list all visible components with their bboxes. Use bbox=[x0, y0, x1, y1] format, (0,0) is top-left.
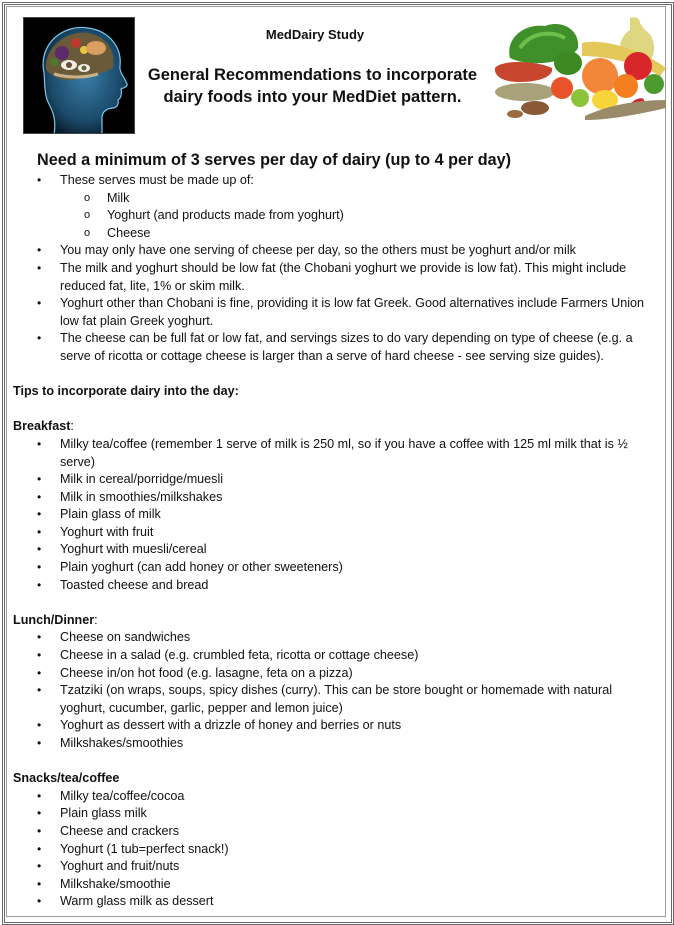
bullet-icon bbox=[37, 805, 47, 823]
list-item-text: Yoghurt (1 tub=perfect snack!) bbox=[60, 841, 229, 856]
list-item-text: Milkshake/smoothie bbox=[60, 876, 171, 891]
section-colon: : bbox=[94, 612, 98, 627]
list-item-text: Milk in cereal/porridge/muesli bbox=[60, 472, 224, 487]
list-item bbox=[13, 295, 663, 330]
list-item bbox=[13, 489, 663, 507]
list-item bbox=[13, 665, 663, 683]
bullet-icon bbox=[37, 506, 47, 524]
study-name: MedDairy Study bbox=[265, 27, 365, 42]
list-item-text: Yoghurt with muesli/cereal bbox=[60, 542, 207, 557]
list-item-text: Plain glass of milk bbox=[60, 507, 161, 522]
bullet-icon bbox=[37, 647, 47, 665]
list-item-text: These serves must be made up of: bbox=[60, 173, 254, 187]
bullet-icon bbox=[37, 717, 47, 735]
list-item-text: Cheese in a salad (e.g. crumbled feta, ricotta or cottage cheese) bbox=[60, 648, 419, 663]
list-item bbox=[13, 260, 663, 295]
spacer bbox=[13, 594, 663, 612]
list-item bbox=[13, 506, 663, 524]
bullet-icon bbox=[37, 295, 47, 313]
list-item-text: Milk in smoothies/milkshakes bbox=[60, 489, 223, 504]
section-colon: : bbox=[70, 419, 74, 434]
list-item-text: Plain yoghurt (can add honey or other sweeteners) bbox=[60, 560, 343, 575]
list-item bbox=[13, 805, 663, 823]
list-item bbox=[13, 647, 663, 665]
list-item-text: Milky tea/coffee (remember 1 serve of milk is 250 ml, so if you have a coffee with 125 ml milk that is ½ serve) bbox=[60, 436, 628, 469]
list-item bbox=[13, 717, 663, 735]
document-title bbox=[140, 64, 485, 108]
circle-bullet-icon: o bbox=[84, 209, 91, 222]
sub-list-item bbox=[60, 190, 663, 208]
bullet-icon bbox=[37, 841, 47, 859]
list-item bbox=[13, 893, 663, 911]
sub-list-item-text: Milk bbox=[107, 190, 130, 205]
list-item-text: Milky tea/coffee/cocoa bbox=[60, 788, 185, 803]
bullet-icon bbox=[37, 858, 47, 876]
section-title: Snacks/tea/coffee bbox=[13, 771, 120, 786]
list-item-text: Plain glass milk bbox=[60, 806, 147, 821]
serves-heading: Need a minimum of 3 serves per day of dairy (up to 4 per day) bbox=[37, 151, 512, 169]
list-item-text: Warm glass milk as dessert bbox=[60, 894, 214, 909]
list-item-text: Tzatziki (on wraps, soups, spicy dishes (curry). This can be store bought or homemade with natural yoghurt, cucumber, garlic, pepper and lemon juice) bbox=[60, 683, 613, 715]
list-item bbox=[13, 559, 663, 577]
bullet-icon bbox=[37, 577, 47, 595]
list-item-text: The cheese can be full fat or low fat, and servings sizes to do vary depending on type of cheese (e.g. a serve of ricotta or cottage cheese is larger than a serve of hard cheese - see serving size guides). bbox=[60, 331, 633, 363]
list-item bbox=[13, 841, 663, 859]
bullet-icon bbox=[37, 260, 47, 278]
bullet-icon bbox=[37, 471, 47, 489]
list-item-text: Yoghurt as dessert with a drizzle of honey and berries or nuts bbox=[60, 718, 402, 733]
tips-heading: Tips to incorporate dairy into the day: bbox=[13, 384, 239, 399]
sub-list-item-text: Cheese bbox=[107, 225, 151, 240]
spacer bbox=[13, 366, 663, 384]
list-item bbox=[13, 172, 663, 242]
title-line-1: General Recommendations to incorporate bbox=[147, 66, 478, 84]
bullet-icon bbox=[37, 665, 47, 683]
section-title: Lunch/Dinner bbox=[13, 612, 95, 627]
bullet-icon bbox=[37, 893, 47, 911]
bullet-icon bbox=[37, 172, 47, 190]
list-item bbox=[13, 242, 663, 260]
bullet-icon bbox=[37, 876, 47, 894]
bullet-icon bbox=[37, 788, 47, 806]
bullet-icon bbox=[37, 242, 47, 260]
list-item-text: You may only have one serving of cheese per day, so the others must be yoghurt and/or milk bbox=[60, 243, 576, 258]
food-illustration bbox=[490, 8, 667, 122]
sub-list-item bbox=[60, 207, 663, 225]
bullet-icon bbox=[37, 436, 47, 454]
section-heading-breakfast bbox=[13, 418, 663, 436]
list-item-text: Toasted cheese and bread bbox=[60, 577, 209, 592]
recommendations-list bbox=[13, 172, 663, 366]
lunch-dinner-list bbox=[13, 629, 663, 752]
circle-bullet-icon: o bbox=[84, 191, 91, 204]
list-item bbox=[13, 541, 663, 559]
section-heading-snacks bbox=[13, 770, 663, 788]
bullet-icon bbox=[37, 559, 47, 577]
list-item bbox=[13, 735, 663, 753]
bullet-icon bbox=[37, 735, 47, 753]
list-item bbox=[13, 524, 663, 542]
list-item-text: Yoghurt and fruit/nuts bbox=[60, 859, 180, 874]
title-line-2: dairy foods into your MedDiet pattern. bbox=[163, 88, 462, 106]
list-item bbox=[13, 876, 663, 894]
list-item bbox=[13, 858, 663, 876]
bullet-icon bbox=[37, 629, 47, 647]
sub-list bbox=[60, 190, 663, 243]
list-item-text: Yoghurt with fruit bbox=[60, 524, 154, 539]
list-item bbox=[13, 330, 663, 365]
bullet-icon bbox=[37, 489, 47, 507]
breakfast-list bbox=[13, 436, 663, 594]
bullet-icon bbox=[37, 541, 47, 559]
list-item bbox=[13, 629, 663, 647]
list-item-text: Milkshakes/smoothies bbox=[60, 736, 184, 750]
list-item-text: Cheese on sandwiches bbox=[60, 630, 191, 645]
section-title: Breakfast bbox=[13, 419, 71, 434]
list-item bbox=[13, 436, 663, 471]
sub-list-item bbox=[60, 225, 663, 243]
list-item-text: Cheese in/on hot food (e.g. lasagne, feta on a pizza) bbox=[60, 665, 353, 680]
spacer bbox=[13, 401, 663, 419]
list-item bbox=[13, 471, 663, 489]
bullet-icon bbox=[37, 682, 47, 700]
spacer bbox=[13, 753, 663, 771]
sub-list-item-text: Yoghurt (and products made from yoghurt) bbox=[107, 208, 344, 223]
circle-bullet-icon: o bbox=[84, 226, 91, 239]
list-item-text: The milk and yoghurt should be low fat (the Chobani yoghurt we provide is low fat). This might include reduced fat, lite, 1% or skim milk. bbox=[60, 260, 627, 293]
section-heading-lunch-dinner bbox=[13, 612, 663, 630]
list-item bbox=[13, 823, 663, 841]
brain-food-head-image bbox=[23, 17, 135, 134]
bullet-icon bbox=[37, 524, 47, 542]
list-item bbox=[13, 682, 663, 717]
head-illustration bbox=[24, 18, 135, 134]
list-item bbox=[13, 577, 663, 595]
snacks-list bbox=[13, 788, 663, 911]
list-item bbox=[13, 788, 663, 806]
mediterranean-food-image bbox=[490, 8, 667, 122]
list-item-text: Yoghurt other than Chobani is fine, providing it is low fat Greek. Good alternatives include Farmers Union low fat plain Greek yoghurt. bbox=[60, 296, 645, 328]
list-item-text: Cheese and crackers bbox=[60, 823, 180, 838]
document-body bbox=[13, 149, 663, 911]
bullet-icon bbox=[37, 823, 47, 841]
bullet-icon bbox=[37, 330, 47, 348]
